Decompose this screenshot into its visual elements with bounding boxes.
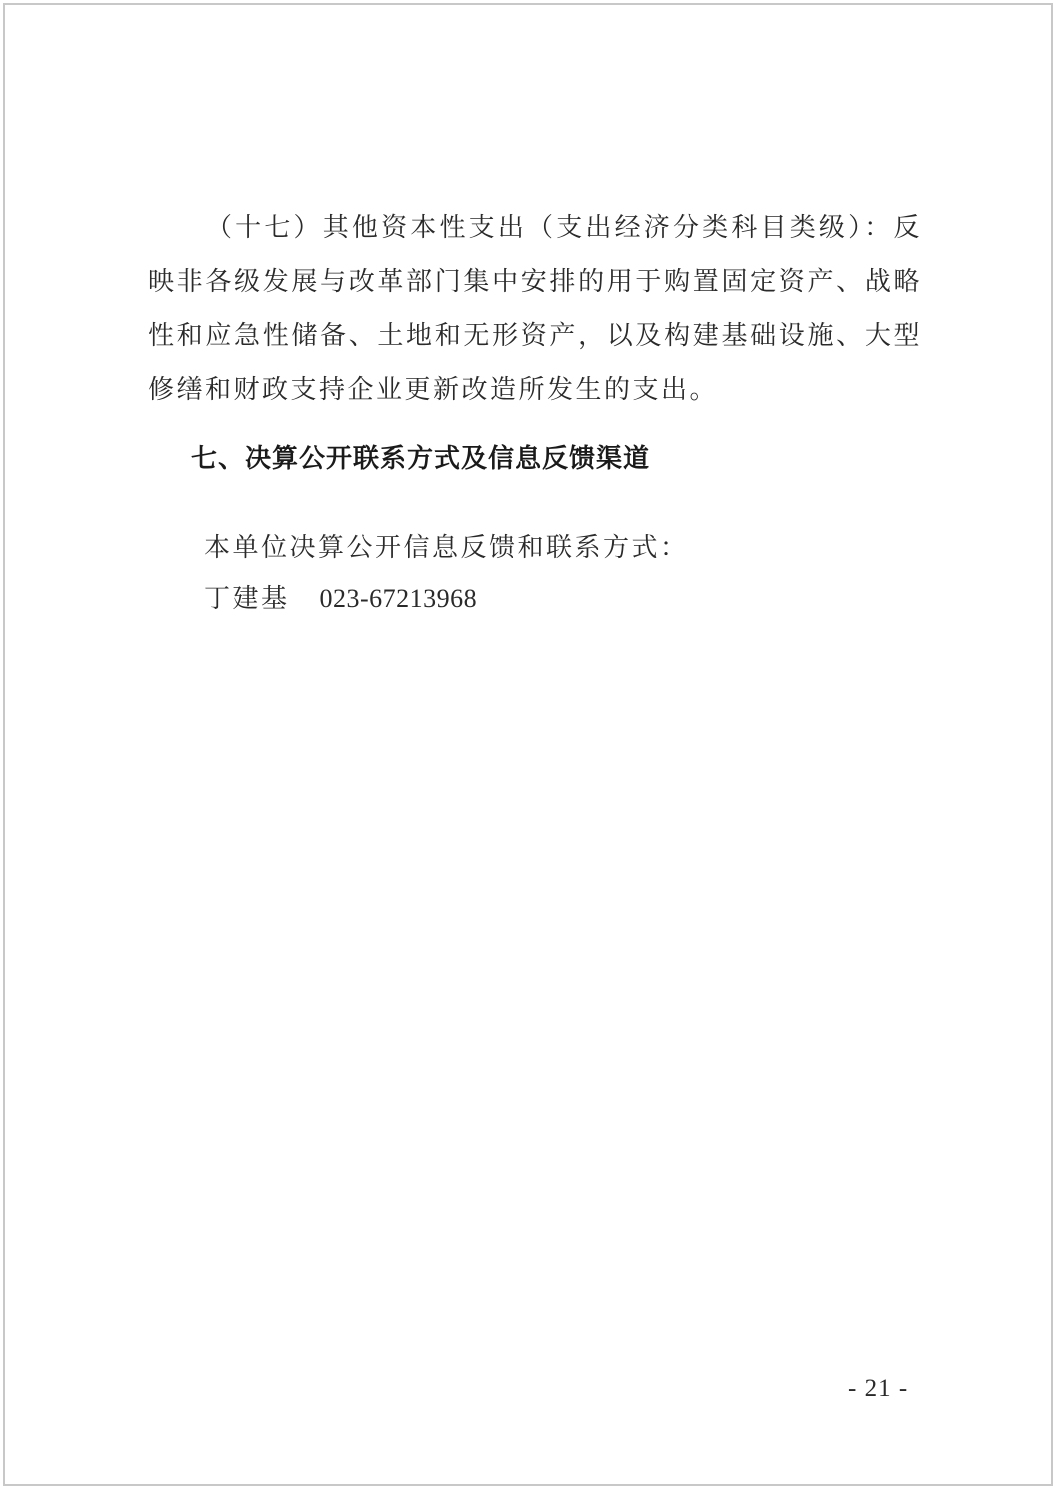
section-heading-contact: 七、决算公开联系方式及信息反馈渠道 [191, 444, 651, 474]
document-page [3, 3, 1053, 1486]
contact-phone: 023-67213968 [319, 584, 478, 613]
contact-line [204, 577, 477, 621]
paragraph-other-capital-expenditure: （十七）其他资本性支出（支出经济分类科目类级）：反映非各级发展与改革部门集中安排的用于购置固定资产、战略性和应急性储备、土地和无形资产，以及构建基础设施、大型修缮和财政支持企业更新改造所发生的支出。 [148, 213, 922, 405]
contact-name: 丁建基 [204, 584, 290, 614]
contact-intro-text: 本单位决算公开信息反馈和联系方式： [204, 533, 689, 563]
page-number: - 21 - [848, 1375, 909, 1402]
